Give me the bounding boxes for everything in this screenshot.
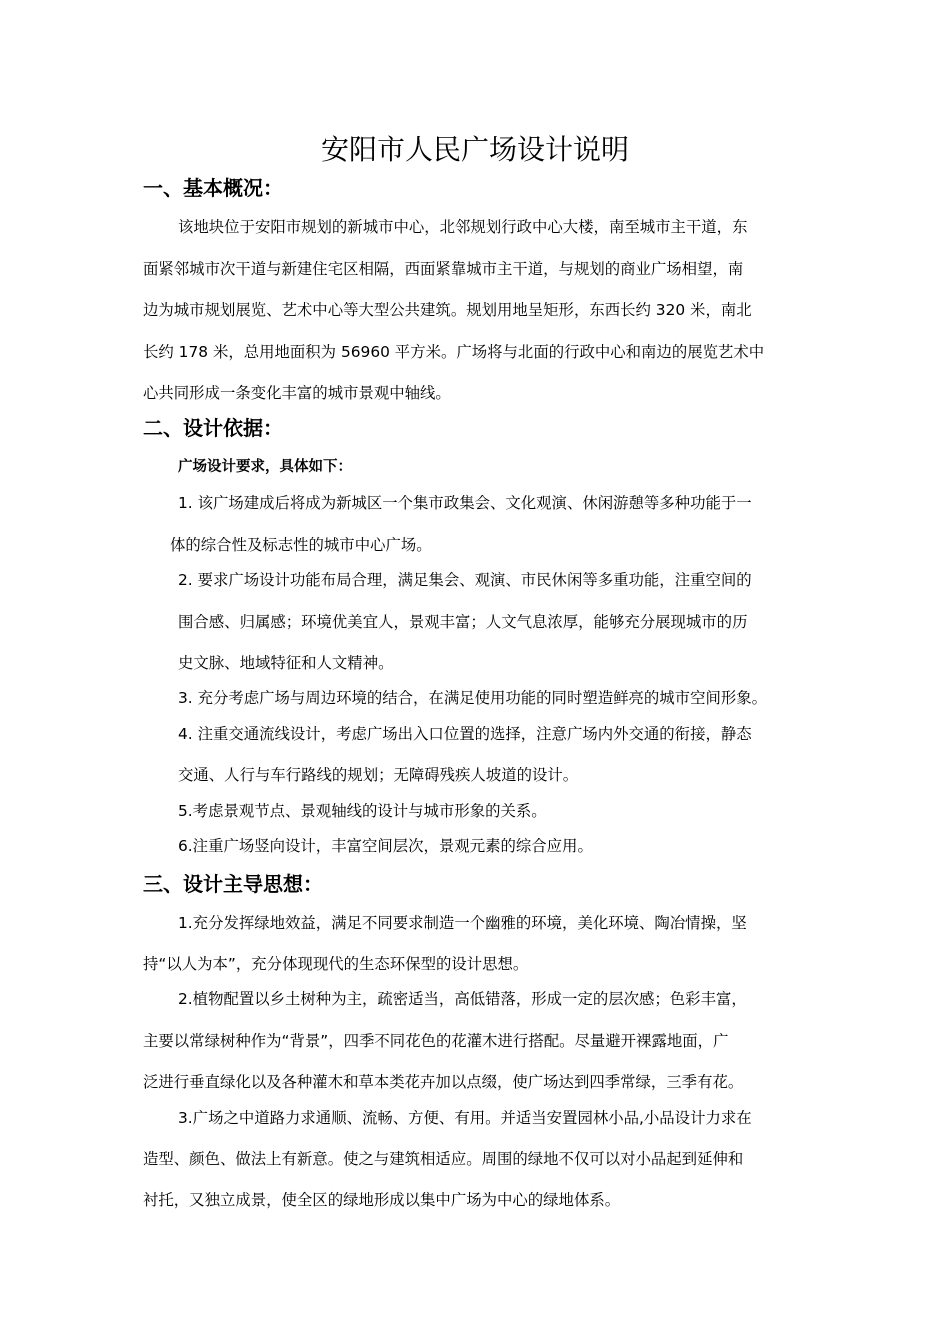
paragraph-line: 1.充分发挥绿地效益，满足不同要求制造一个幽雅的环境，美化环境、陶冶情操，坚 xyxy=(178,914,747,932)
section-heading-overview: 一、基本概况： xyxy=(143,176,283,200)
list-item-line: 2. 要求广场设计功能布局合理，满足集会、观演、市民休闲等多重功能，注重空间的 xyxy=(178,571,752,589)
document-title: 安阳市人民广场设计说明 xyxy=(320,133,629,166)
paragraph-line: 衬托，又独立成景，使全区的绿地形成以集中广场为中心的绿地体系。 xyxy=(143,1191,621,1209)
list-item-line: 体的综合性及标志性的城市中心广场。 xyxy=(170,536,432,554)
list-item-line: 史文脉、地域特征和人文精神。 xyxy=(178,654,394,672)
list-item-line: 交通、人行与车行路线的规划；无障碍残疾人坡道的设计。 xyxy=(178,766,579,784)
paragraph-line: 长约 178 米，总用地面积为 56960 平方米。广场将与北面的行政中心和南边的展览艺术中 xyxy=(143,343,765,361)
paragraph-line: 主要以常绿树种作为“背景”，四季不同花色的花灌木进行搭配。尽量避开裸露地面，广 xyxy=(143,1032,729,1050)
list-item-line: 5.考虑景观节点、景观轴线的设计与城市形象的关系。 xyxy=(178,802,547,820)
paragraph-line: 该地块位于安阳市规划的新城市中心，北邻规划行政中心大楼，南至城市主干道，东 xyxy=(178,218,748,236)
paragraph-line: 造型、颜色、做法上有新意。使之与建筑相适应。周围的绿地不仅可以对小品起到延伸和 xyxy=(143,1150,744,1168)
section-heading-principles: 三、设计主导思想： xyxy=(143,872,323,896)
paragraph-line: 心共同形成一条变化丰富的城市景观中轴线。 xyxy=(143,384,451,402)
list-item-line: 6.注重广场竖向设计，丰富空间层次，景观元素的综合应用。 xyxy=(178,837,593,855)
list-item-line: 围合感、归属感；环境优美宜人，景观丰富；人文气息浓厚，能够充分展现城市的历 xyxy=(178,613,748,631)
subheading-requirements: 广场设计要求，具体如下： xyxy=(178,459,352,475)
paragraph-line: 面紧邻城市次干道与新建住宅区相隔，西面紧靠城市主干道，与规划的商业广场相望，南 xyxy=(143,260,744,278)
paragraph-line: 3.广场之中道路力求通顺、流畅、方便、有用。并适当安置园林小品,小品设计力求在 xyxy=(178,1109,752,1127)
paragraph-line: 边为城市规划展览、艺术中心等大型公共建筑。规划用地呈矩形，东西长约 320 米，南北 xyxy=(143,301,752,319)
paragraph-line: 持“以人为本”，充分体现现代的生态环保型的设计思想。 xyxy=(143,955,529,973)
paragraph-line: 泛进行垂直绿化以及各种灌木和草本类花卉加以点缀，使广场达到四季常绿，三季有花。 xyxy=(143,1073,744,1091)
paragraph-line: 2.植物配置以乡土树种为主，疏密适当，高低错落，形成一定的层次感；色彩丰富， xyxy=(178,990,747,1008)
list-item-line: 4. 注重交通流线设计，考虑广场出入口位置的选择，注意广场内外交通的衔接，静态 xyxy=(178,725,752,743)
list-item-line: 3. 充分考虑广场与周边环境的结合，在满足使用功能的同时塑造鲜亮的城市空间形象。 xyxy=(178,689,768,707)
section-heading-basis: 二、设计依据： xyxy=(143,416,283,440)
list-item-line: 1. 该广场建成后将成为新城区一个集市政集会、文化观演、休闲游憩等多种功能于一 xyxy=(178,494,752,512)
